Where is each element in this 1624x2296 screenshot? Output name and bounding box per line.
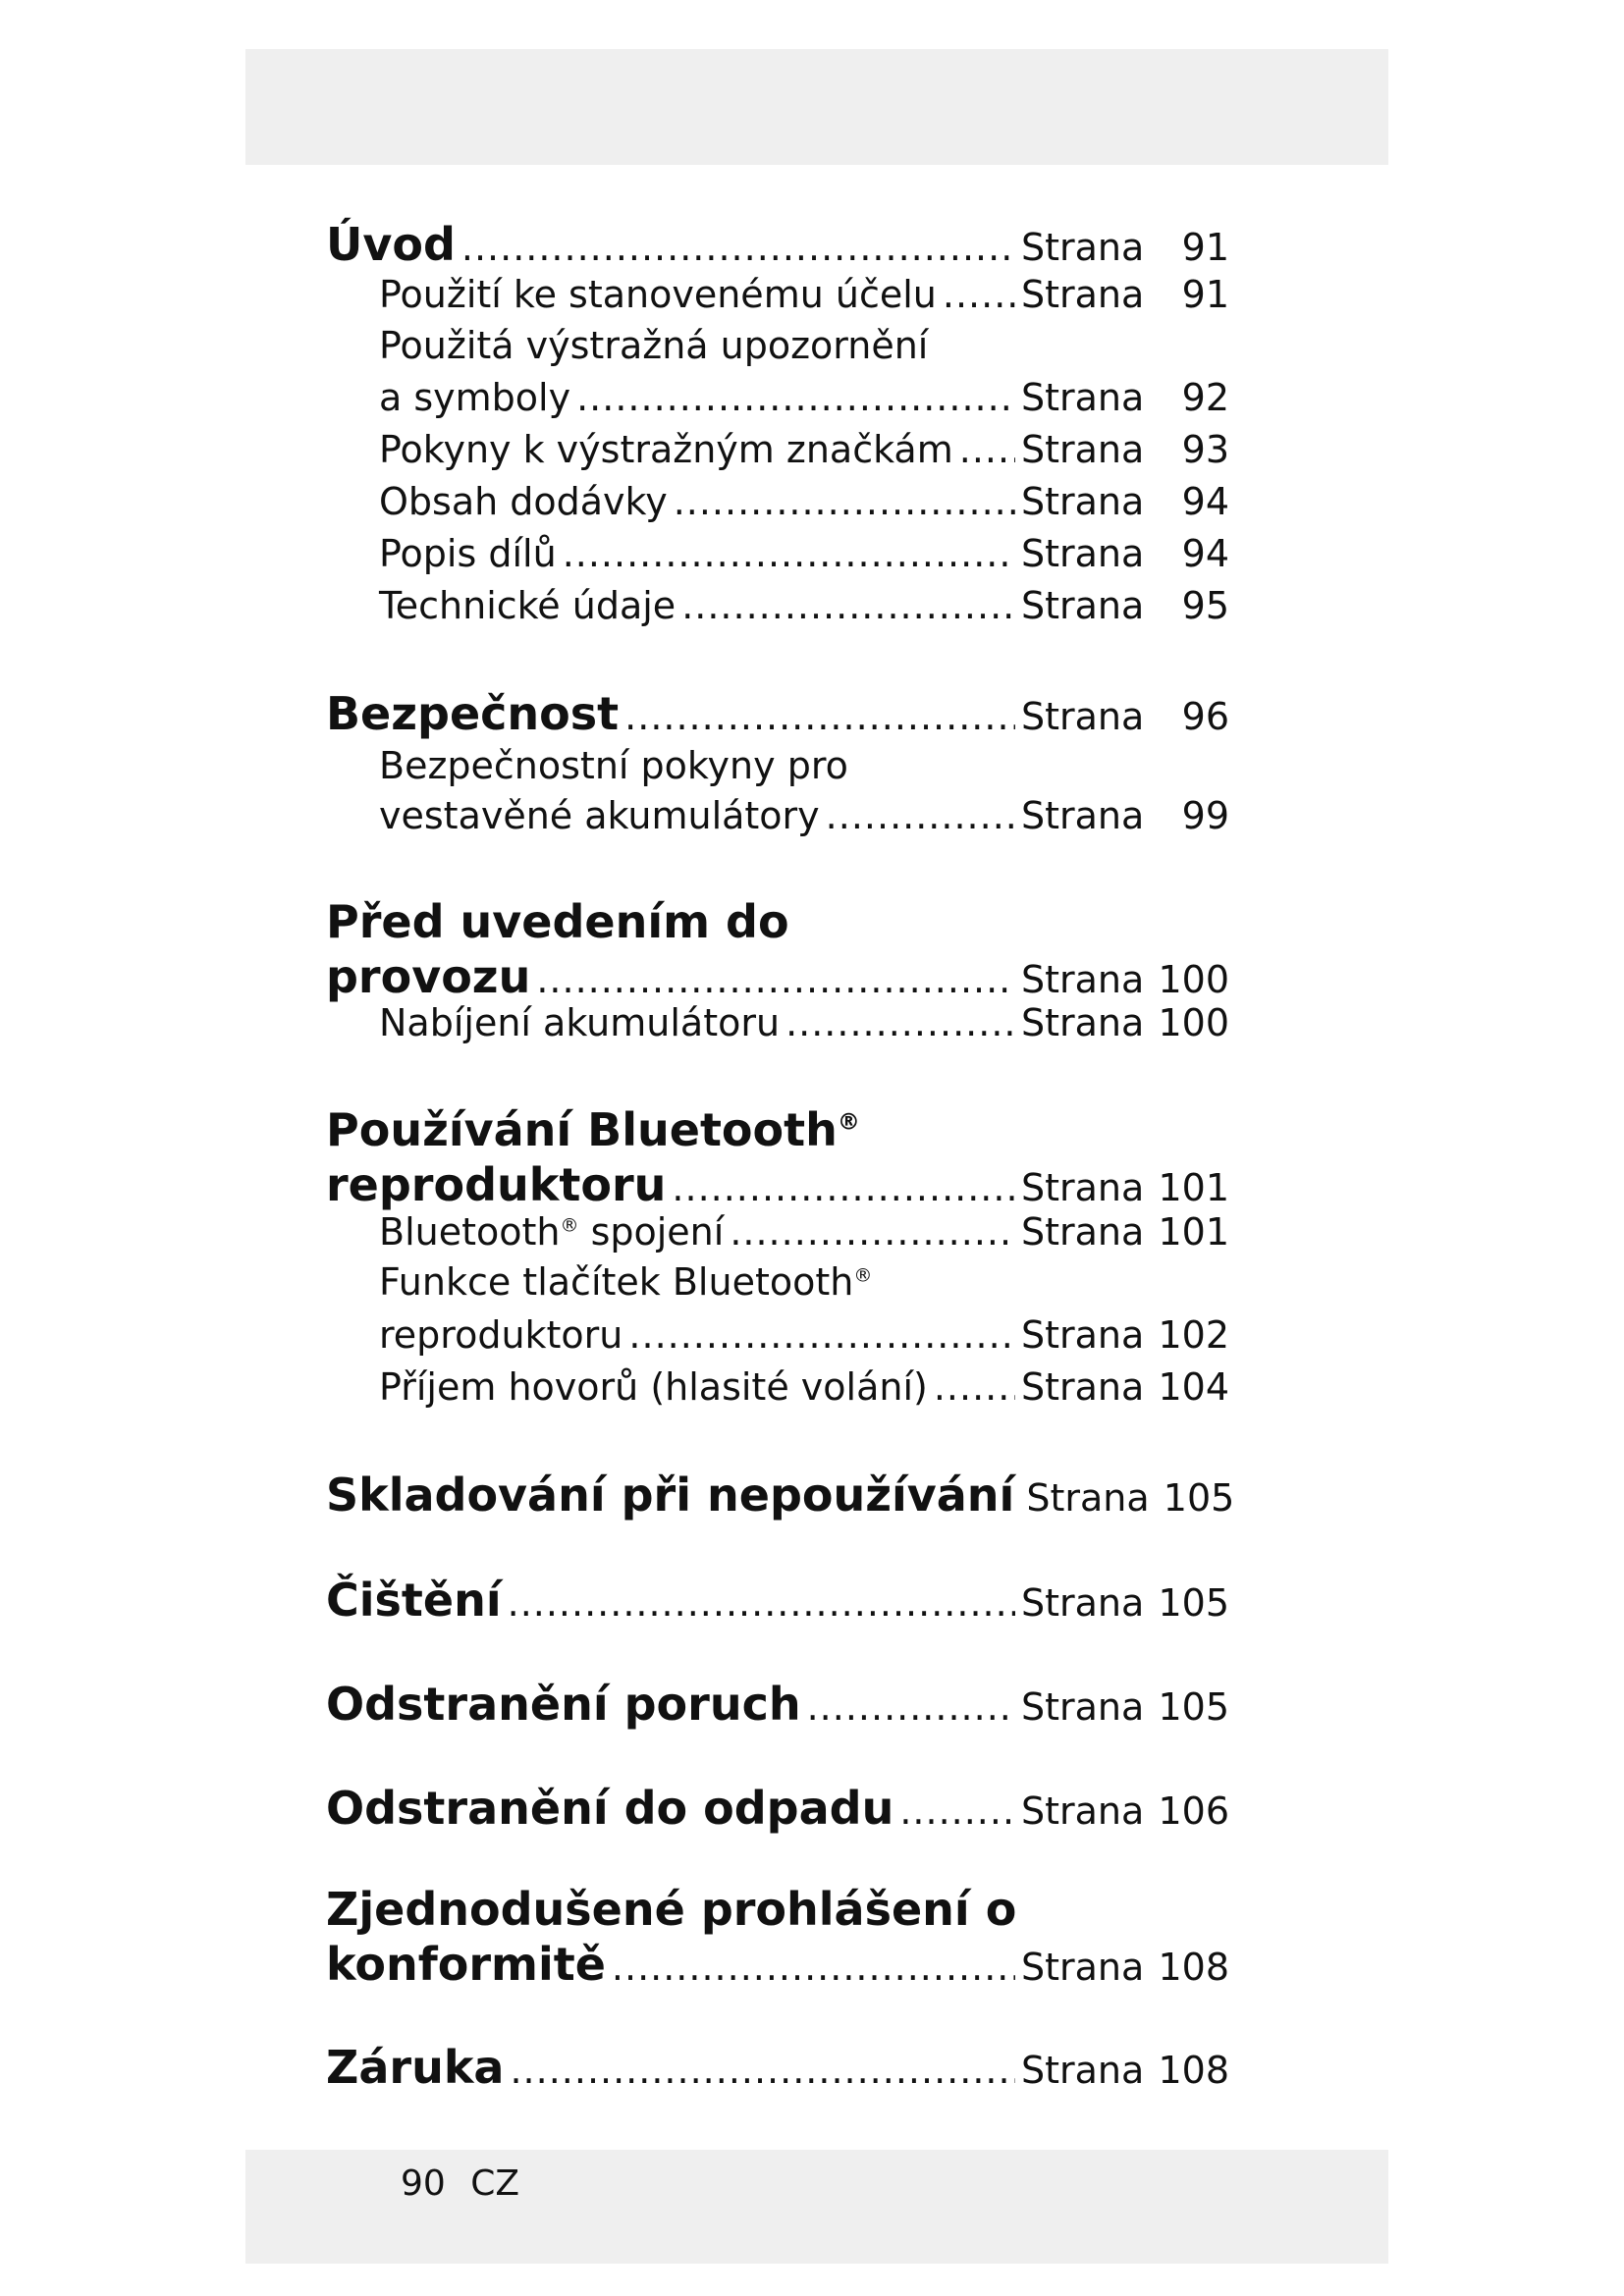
- toc-entry-varovani-line1: Použitá výstražná upozornění: [379, 324, 929, 367]
- toc-strana-label: Strana: [1021, 1365, 1145, 1409]
- toc-title: Technické údaje: [379, 584, 677, 627]
- toc-leader-dots: [461, 226, 1015, 269]
- toc-page-number: 105: [1163, 1476, 1235, 1520]
- toc-leader-dots: [807, 1685, 1015, 1729]
- toc-title: Příjem hovorů (hlasité volání): [379, 1365, 928, 1409]
- page-number: 90: [401, 2163, 446, 2204]
- toc-page-number: 99: [1181, 794, 1229, 837]
- toc-leader-dots: [510, 2049, 1015, 2092]
- toc-strana-label: Strana: [1021, 1166, 1145, 1209]
- toc-page-number: 101: [1158, 1166, 1229, 1209]
- toc-leader-dots: [959, 428, 1015, 471]
- toc-strana-label: Strana: [1021, 428, 1145, 471]
- toc-entry-skladovani[interactable]: [326, 1468, 1235, 1522]
- toc-strana-label: Strana: [1026, 1476, 1150, 1520]
- toc-title-part: Funkce tlačítek Bluetooth: [379, 1260, 854, 1304]
- toc-entry-zaruka[interactable]: [326, 2041, 1229, 2094]
- toc-title: provozu: [326, 950, 531, 1003]
- toc-title: Nabíjení akumulátoru: [379, 1001, 781, 1044]
- toc-strana-label: Strana: [1021, 1313, 1145, 1357]
- toc-strana-label: Strana: [1021, 1685, 1145, 1729]
- toc-page-number: 102: [1158, 1313, 1229, 1357]
- toc-entry-obsah[interactable]: [379, 480, 1229, 523]
- toc-entry-tech[interactable]: [379, 584, 1229, 627]
- toc-title: konformitě: [326, 1938, 606, 1991]
- toc-entry-varovani[interactable]: [379, 376, 1229, 419]
- toc-title: vestavěné akumulátory: [379, 794, 820, 837]
- toc-leader-dots: [943, 273, 1015, 316]
- toc-page-number: 108: [1158, 1946, 1229, 1989]
- language-code: CZ: [470, 2163, 520, 2204]
- toc-entry-spojeni[interactable]: [379, 1210, 1229, 1254]
- toc-entry-funkce-line1: [379, 1260, 872, 1304]
- toc-strana-label: Strana: [1021, 532, 1145, 575]
- toc-leader-dots: [681, 584, 1015, 627]
- toc-page-number: 92: [1181, 376, 1229, 419]
- toc-leader-dots: [508, 1581, 1015, 1625]
- toc-title-part: spojení: [578, 1210, 725, 1254]
- toc-page-number: 100: [1158, 1001, 1229, 1044]
- toc-entry-bezpecnost[interactable]: [326, 687, 1229, 740]
- toc-entry-nabijeni[interactable]: [379, 1001, 1229, 1044]
- toc-page-number: 96: [1181, 695, 1229, 738]
- toc-leader-dots: [730, 1210, 1015, 1254]
- toc-leader-dots: [826, 794, 1015, 837]
- toc-strana-label: Strana: [1021, 695, 1145, 738]
- toc-page-number: 104: [1158, 1365, 1229, 1409]
- toc-strana-label: Strana: [1021, 1789, 1145, 1833]
- toc-leader-dots: [785, 1001, 1015, 1044]
- toc-page-number: 95: [1181, 584, 1229, 627]
- toc-entry-pred[interactable]: [326, 950, 1229, 1003]
- registered-mark: ®: [560, 1214, 579, 1237]
- toc-strana-label: Strana: [1021, 376, 1145, 419]
- toc-leader-dots: [899, 1789, 1015, 1833]
- toc-title-part: Používání Bluetooth: [326, 1103, 838, 1156]
- toc-leader-dots: [628, 1313, 1015, 1357]
- toc-page-number: 91: [1181, 273, 1229, 316]
- registered-mark: ®: [853, 1264, 873, 1287]
- toc-page-number: 108: [1158, 2049, 1229, 2092]
- toc-title: Úvod: [326, 218, 456, 271]
- toc-strana-label: Strana: [1021, 226, 1145, 269]
- toc-strana-label: Strana: [1021, 1581, 1145, 1625]
- toc-page-number: 93: [1181, 428, 1229, 471]
- toc-entry-pokyny[interactable]: [379, 428, 1229, 471]
- toc-entry-popis[interactable]: [379, 532, 1229, 575]
- toc-strana-label: Strana: [1021, 584, 1145, 627]
- toc-title: a symboly: [379, 376, 571, 419]
- toc-title: Skladování při nepoužívání: [326, 1468, 1015, 1522]
- toc-title: Bezpečnost: [326, 687, 620, 740]
- toc-leader-dots: [934, 1365, 1015, 1409]
- toc-title: Čištění: [326, 1574, 502, 1627]
- toc-leader-dots: [612, 1946, 1015, 1989]
- toc-strana-label: Strana: [1021, 1210, 1145, 1254]
- toc-entry-pred-line1: Před uvedením do: [326, 895, 789, 948]
- toc-leader-dots: [624, 695, 1015, 738]
- toc-entry-funkce[interactable]: [379, 1313, 1229, 1357]
- toc-title: Popis dílů: [379, 532, 557, 575]
- toc-title: Obsah dodávky: [379, 480, 668, 523]
- toc-page-number: 100: [1158, 958, 1229, 1001]
- toc-entry-prijem[interactable]: [379, 1365, 1229, 1409]
- toc-title: Odstranění do odpadu: [326, 1782, 894, 1835]
- toc-title: reproduktoru: [326, 1158, 667, 1211]
- toc-strana-label: Strana: [1021, 794, 1145, 837]
- toc-leader-dots: [672, 1166, 1015, 1209]
- toc-entry-poruchy[interactable]: [326, 1678, 1229, 1731]
- toc-page-number: 105: [1158, 1685, 1229, 1729]
- toc-leader-dots: [563, 532, 1015, 575]
- toc-title: Použití ke stanovenému účelu: [379, 273, 937, 316]
- toc-entry-bezp-akku-line1: Bezpečnostní pokyny pro: [379, 744, 848, 787]
- toc-page-number: 106: [1158, 1789, 1229, 1833]
- toc-strana-label: Strana: [1021, 1946, 1145, 1989]
- toc-entry-pouzivani[interactable]: [326, 1158, 1229, 1211]
- toc-entry-uvod[interactable]: [326, 218, 1229, 271]
- toc-strana-label: Strana: [1021, 1001, 1145, 1044]
- toc-page-number: 94: [1181, 480, 1229, 523]
- toc-entry-pouzivani-line1: [326, 1103, 860, 1156]
- page-footer: [401, 2163, 519, 2204]
- toc-title: Odstranění poruch: [326, 1678, 801, 1731]
- toc-entry-prohlaseni[interactable]: [326, 1938, 1229, 1991]
- toc-title: Pokyny k výstražným značkám: [379, 428, 953, 471]
- toc-title: Záruka: [326, 2041, 505, 2094]
- toc-entry-odpad[interactable]: [326, 1782, 1229, 1835]
- toc-page-number: 91: [1181, 226, 1229, 269]
- toc-title-part: Bluetooth: [379, 1210, 561, 1254]
- toc-leader-dots: [674, 480, 1015, 523]
- toc-page-number: 105: [1158, 1581, 1229, 1625]
- toc-leader-dots: [576, 376, 1015, 419]
- toc-title: [379, 1210, 724, 1254]
- toc-title: reproduktoru: [379, 1313, 623, 1357]
- toc-entry-pouziti[interactable]: [379, 273, 1229, 316]
- toc-entry-prohlaseni-line1: Zjednodušené prohlášení o: [326, 1883, 1017, 1936]
- toc-entry-bezp-akku[interactable]: [379, 794, 1229, 837]
- toc-strana-label: Strana: [1021, 480, 1145, 523]
- toc-strana-label: Strana: [1021, 958, 1145, 1001]
- toc-page-number: 101: [1158, 1210, 1229, 1254]
- toc-strana-label: Strana: [1021, 273, 1145, 316]
- toc-strana-label: Strana: [1021, 2049, 1145, 2092]
- toc-page-number: 94: [1181, 532, 1229, 575]
- toc-leader-dots: [536, 958, 1015, 1001]
- toc-entry-cisteni[interactable]: [326, 1574, 1229, 1627]
- registered-mark: ®: [837, 1109, 860, 1136]
